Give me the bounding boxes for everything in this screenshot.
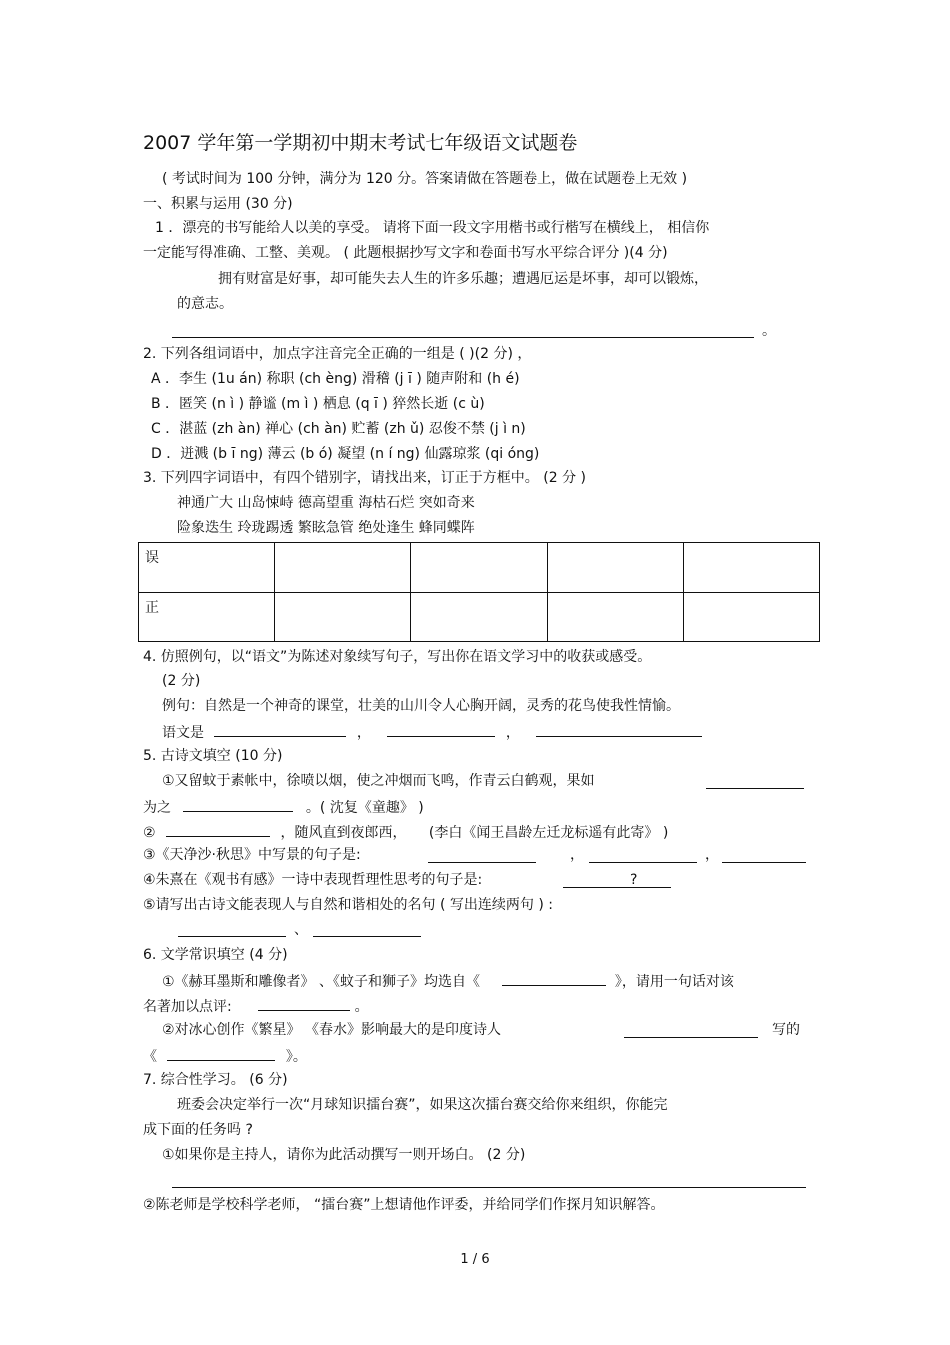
row-label-wrong: 误	[139, 543, 275, 593]
answer-cell[interactable]	[411, 543, 547, 593]
answer-cell[interactable]	[411, 592, 547, 642]
q7-intro-2: 成下面的任务吗 ?	[143, 1122, 253, 1138]
q1-line2: 一定能写得准确、工整、美观。 ( 此题根据抄写文字和卷面书写水平综合评分 )(4 分)	[143, 245, 668, 261]
q2-option-a: A ．李生 (1u án) 称职 (ch èng) 滑稽 (j ī ) 随声附和 (h é)	[151, 371, 520, 387]
q6-item1-blank-comment[interactable]	[258, 996, 350, 1011]
q5-item5: ⑤请写出古诗文能表现人与自然和谐相处的名句 ( 写出连续两句 ) :	[143, 897, 553, 913]
row-label-correct: 正	[139, 592, 275, 642]
q4-lead: 语文是	[162, 725, 204, 741]
table-row	[139, 543, 820, 593]
q5-item1-blank-2[interactable]	[183, 797, 293, 812]
q5-item1-text2: 为之	[143, 800, 171, 816]
page-title: 2007 学年第一学期初中期末考试七年级语文试题卷	[143, 132, 578, 154]
q4-answer-row	[162, 722, 702, 742]
q3-stem: 3. 下列四字词语中，有四个错别字，请找出来，订正于方框中。 (2 分 )	[143, 470, 586, 486]
q3-words-row1: 神通广大 山岛悚峙 德高望重 海枯石烂 突如奇来	[177, 495, 475, 511]
q6-item1-blank-book[interactable]	[502, 971, 606, 986]
q3-words-row2: 险象迭生 玲珑踢透 繁眩急管 绝处逢生 蜂同蝶阵	[177, 520, 475, 536]
q4-score: (2 分)	[162, 673, 201, 689]
q6-item1-end: 。	[354, 999, 369, 1015]
q6-item2-blank-work[interactable]	[167, 1046, 275, 1061]
q7-item2: ②陈老师是学校科学老师， “擂台赛”上想请他作评委，并给同学们作探月知识解答。	[143, 1197, 665, 1213]
q1-answer-end: 。	[762, 323, 776, 339]
q5-item2	[143, 822, 668, 842]
q5-item3-text: ③《天净沙·秋思》中写景的句子是:	[143, 847, 361, 863]
q1-passage1: 拥有财富是好事，却可能失去人生的许多乐趣；遭遇厄运是坏事，却可以锻炼，	[218, 271, 708, 287]
q3-correction-table	[138, 542, 820, 642]
q4-stem: 4. 仿照例句，以“语文”为陈述对象续写句子，写出你在语文学习中的收获或感受。	[143, 649, 652, 665]
q4-blank-1[interactable]	[214, 722, 346, 737]
q7-intro-1: 班委会决定举行一次“月球知识擂台赛”，如果这次擂台赛交给你来组织，你能完	[177, 1097, 668, 1113]
q6-item2-line2	[143, 1046, 307, 1066]
q6-item1-text: ①《赫耳墨斯和雕像者》 、《蚊子和狮子》均选自《	[162, 974, 480, 990]
answer-cell[interactable]	[683, 592, 819, 642]
q7-item1: ①如果你是主持人，请你为此活动撰写一则开场白。 (2 分)	[162, 1147, 526, 1163]
answer-cell[interactable]	[547, 543, 683, 593]
q2-stem: 2. 下列各组词语中，加点字注音完全正确的一组是 ( )(2 分) ，	[143, 346, 532, 362]
answer-cell[interactable]	[275, 543, 411, 593]
q5-item3-blank-2[interactable]	[589, 862, 697, 863]
q4-blank-3[interactable]	[536, 722, 702, 737]
q5-item2-blank[interactable]	[166, 822, 270, 837]
q5-stem: 5. 古诗文填空 (10 分)	[143, 748, 283, 764]
q5-item3-blank-3[interactable]	[722, 862, 806, 863]
page-number: 1 / 6	[460, 1252, 490, 1267]
answer-cell[interactable]	[275, 592, 411, 642]
q5-item5-sep: 、	[294, 922, 308, 938]
q5-item2-source: (李白《闻王昌龄左迁龙标遥有此寄》 )	[428, 825, 669, 841]
q6-item2-text: ②对冰心创作《繁星》 《春水》影响最大的是印度诗人	[162, 1022, 501, 1038]
q1-line1: 1 ．漂亮的书写能给人以美的享受。 请将下面一段文字用楷书或行楷写在横线上， 相信你	[155, 220, 710, 236]
q2-option-b: B ．匿笑 (n ì ) 静谧 (m ì ) 栖息 (q ī ) 猝然长逝 (c ù)	[151, 396, 485, 412]
q5-item4	[143, 871, 482, 889]
q5-item4-blank[interactable]	[563, 887, 671, 888]
q4-example: 例句：自然是一个神奇的课堂，壮美的山川令人心胸开阔，灵秀的花鸟使我性情愉。	[162, 698, 680, 714]
section-heading: 一、积累与运用 (30 分)	[143, 196, 293, 212]
q6-item1	[162, 971, 734, 991]
q6-item1-line2	[143, 996, 369, 1016]
q5-item1-text: ①又留蚊于素帐中，徐喷以烟，使之冲烟而飞鸣，作青云白鹤观，果如	[162, 773, 595, 789]
q6-item1-text2: 》，请用一句话对该	[614, 974, 734, 990]
q5-item1-blank-1[interactable]	[706, 788, 804, 789]
q5-item1-line1	[162, 772, 595, 790]
answer-cell[interactable]	[547, 592, 683, 642]
q6-stem: 6. 文学常识填空 (4 分)	[143, 947, 288, 963]
q5-item4-mark: ?	[630, 872, 638, 888]
q1-answer-line[interactable]	[172, 337, 754, 338]
q5-item5-blank-2[interactable]	[313, 936, 421, 937]
q5-item3	[143, 846, 361, 864]
q5-item5-blank-1[interactable]	[178, 936, 286, 937]
q5-item3-comma-1: ，	[570, 847, 584, 863]
q4-comma-1: ，	[356, 725, 371, 741]
q6-item2-text2: 写的	[772, 1022, 800, 1038]
q6-item1-text3: 名著加以点评:	[143, 999, 232, 1015]
q5-item2-num: ②	[143, 825, 156, 841]
q2-option-c: C ．湛蓝 (zh àn) 禅心 (ch àn) 贮蓄 (zh ǔ) 忍俊不禁 (j ì n)	[151, 421, 526, 437]
table-row	[139, 592, 820, 642]
q5-item1-line2	[143, 797, 424, 817]
q5-item4-text: ④朱熹在《观书有感》一诗中表现哲理性思考的句子是:	[143, 872, 483, 888]
q6-item2-blank-poet[interactable]	[624, 1037, 758, 1038]
q7-stem: 7. 综合性学习。 (6 分)	[143, 1072, 288, 1088]
q4-comma-2: ，	[505, 725, 520, 741]
q1-passage2: 的意志。	[177, 296, 233, 312]
q6-item2-close: 》。	[285, 1049, 307, 1065]
q5-item1-source: 。( 沈复《童趣》 )	[305, 800, 424, 816]
q6-item2-open: 《	[143, 1049, 157, 1065]
q6-item2	[162, 1021, 501, 1039]
q5-item3-blank-1[interactable]	[428, 862, 536, 863]
exam-note: ( 考试时间为 100 分钟，满分为 120 分。答案请做在答题卷上，做在试题卷上无效 )	[162, 171, 688, 187]
q5-item2-text: ，随风直到夜郎西，	[280, 825, 407, 841]
q4-blank-2[interactable]	[387, 722, 495, 737]
q7-item1-answer-line[interactable]	[172, 1187, 806, 1188]
q2-option-d: D ．迸溅 (b ī ng) 薄云 (b ó) 凝望 (n í ng) 仙露琼浆 (qi óng)	[151, 446, 540, 462]
q5-item3-comma-2: ，	[705, 847, 719, 863]
answer-cell[interactable]	[683, 543, 819, 593]
